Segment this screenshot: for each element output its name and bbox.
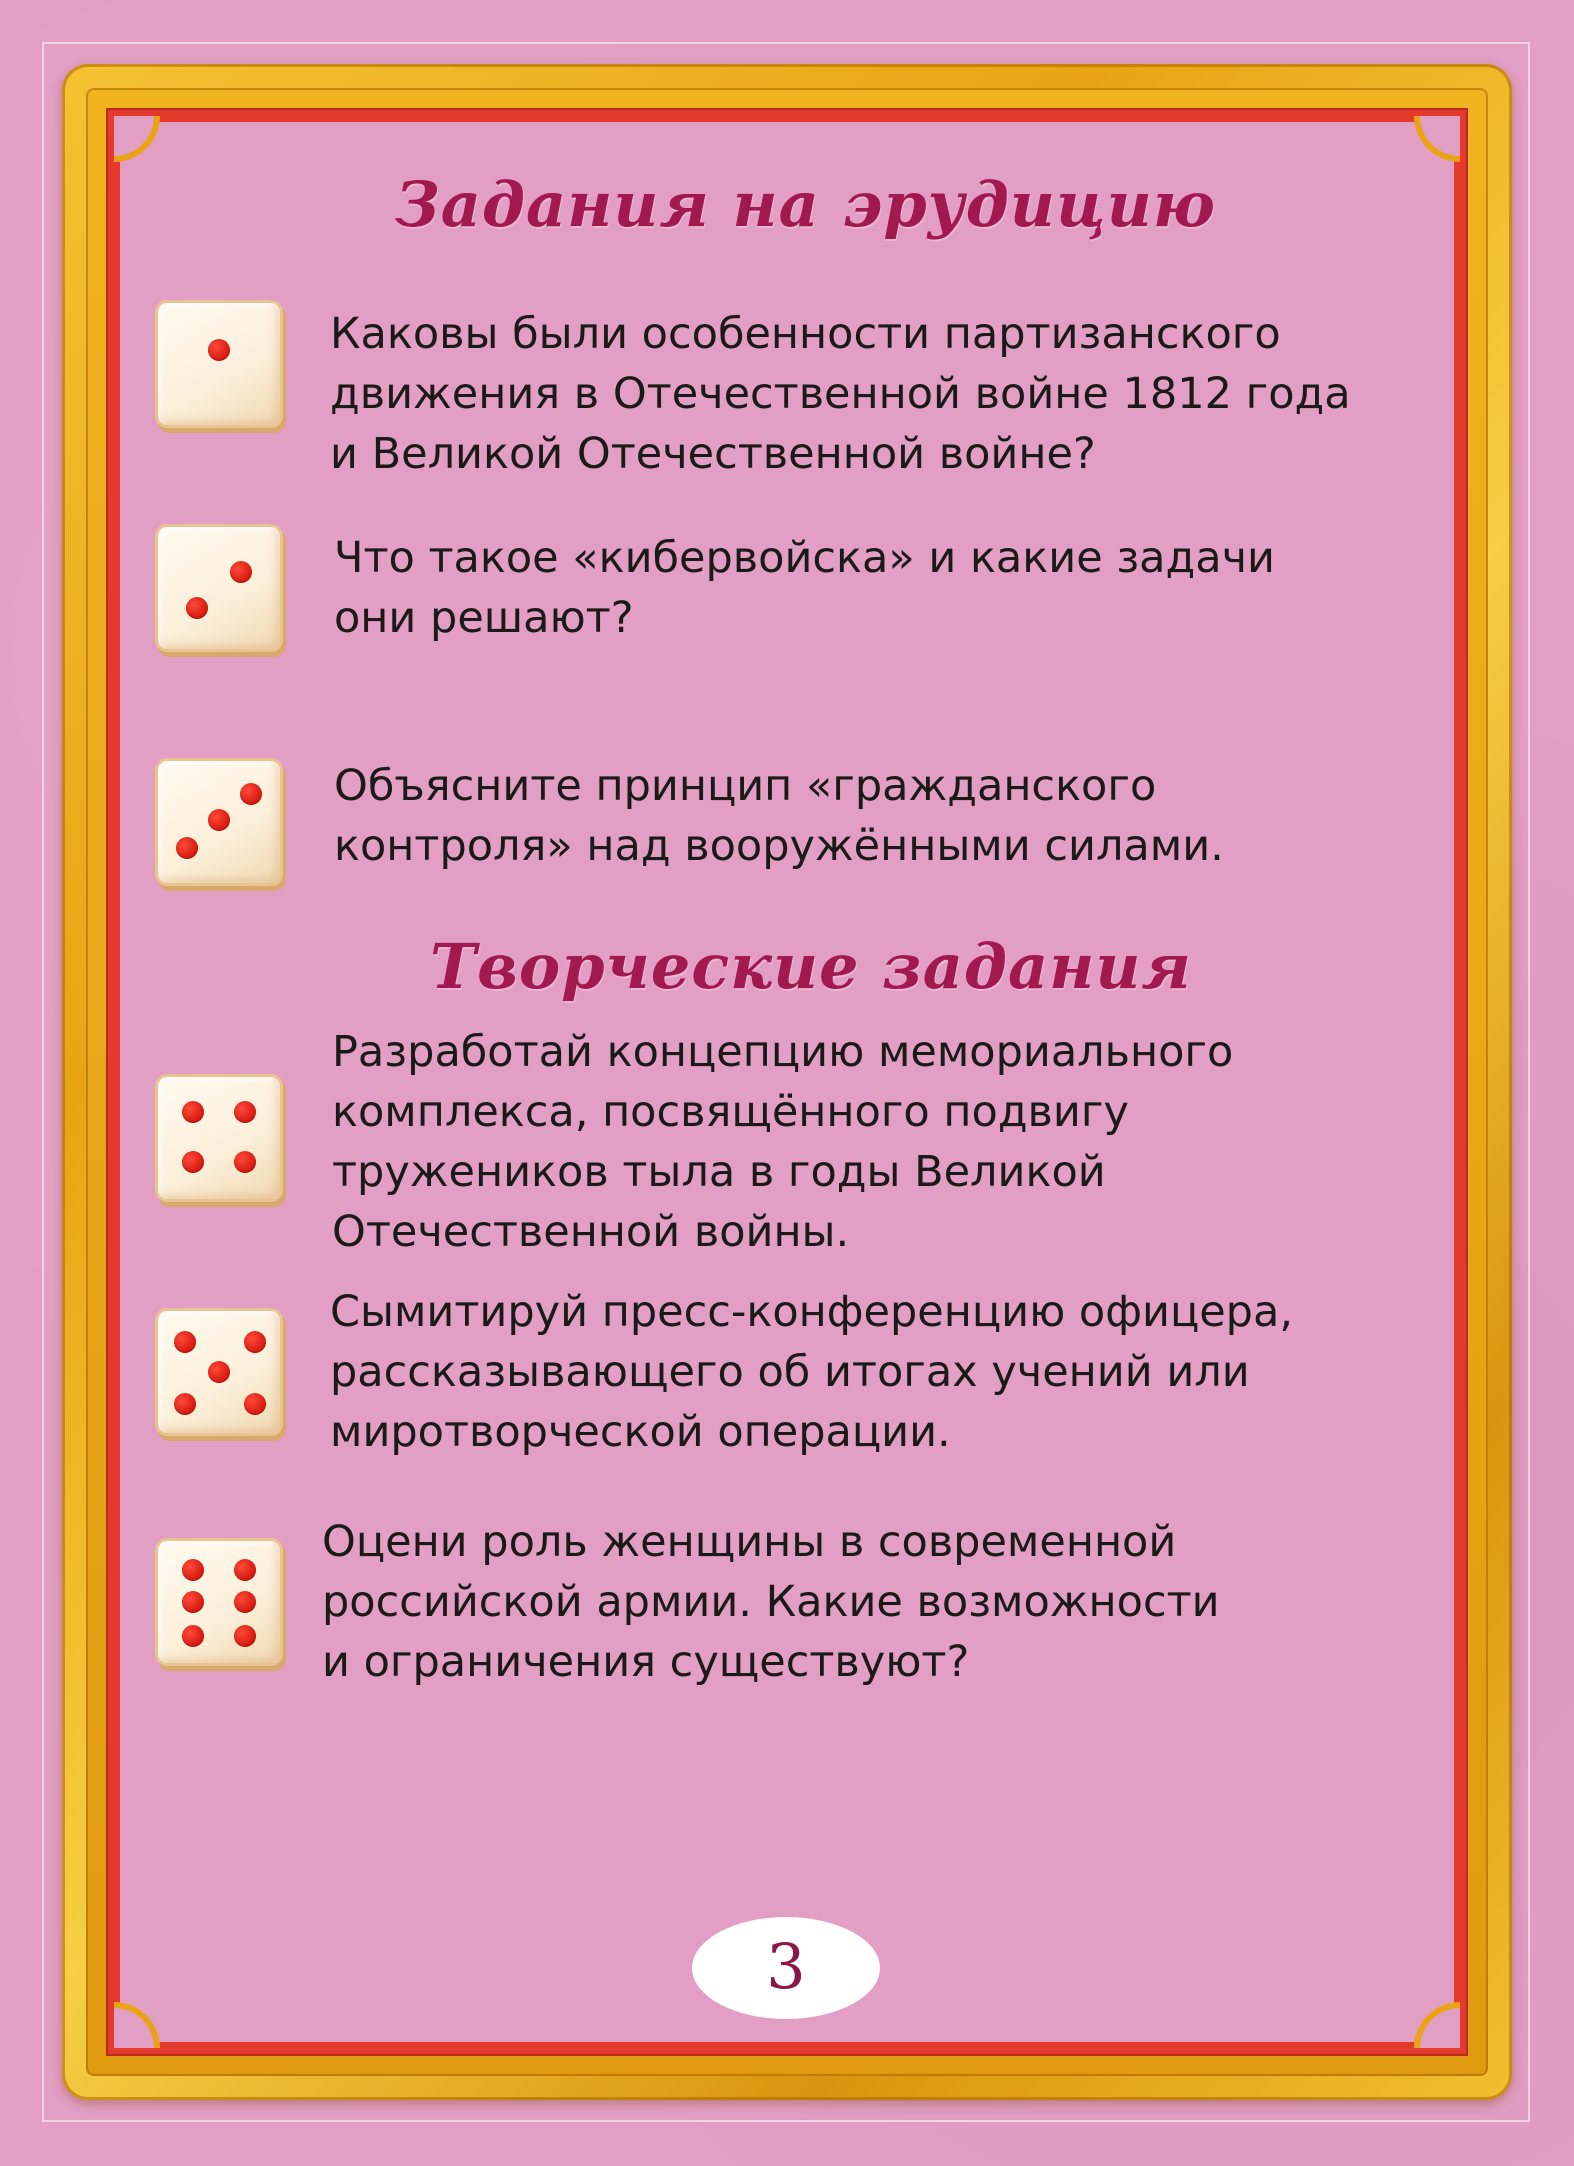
task-line: Разработай концепцию мемориального	[332, 1027, 1234, 1077]
die-face-5-icon	[155, 1308, 283, 1436]
task-line: они решают?	[334, 593, 634, 643]
task-creative-3	[322, 1512, 1220, 1692]
die-pip	[186, 597, 208, 619]
die-pip	[234, 1101, 256, 1123]
die-pip	[234, 1625, 256, 1647]
task-line: Оцени роль женщины в современной	[322, 1517, 1177, 1567]
task-creative-1	[332, 1022, 1233, 1262]
task-creative-2	[330, 1282, 1293, 1462]
task-line: Объясните принцип «гражданского	[334, 761, 1157, 811]
die-pip	[176, 837, 198, 859]
die-face-1-icon	[155, 300, 283, 428]
section-title-creative: Творческие задания	[430, 930, 1192, 1003]
die-pip	[182, 1625, 204, 1647]
task-line: Сымитируй пресс-конференцию офицера,	[330, 1287, 1293, 1337]
task-line: миротворческой операции.	[330, 1407, 951, 1457]
task-line: и Великой Отечественной войне?	[330, 429, 1096, 479]
task-line: и ограничения существуют?	[322, 1637, 970, 1687]
task-line: Отечественной войны.	[332, 1207, 850, 1257]
die-face-4-icon	[155, 1074, 283, 1202]
section-title-erudition: Задания на эрудицию	[395, 168, 1216, 241]
die-pip	[182, 1559, 204, 1581]
die-pip	[244, 1331, 266, 1353]
die-pip	[230, 561, 252, 583]
task-line: комплекса, посвящённого подвигу	[332, 1087, 1129, 1137]
die-pip	[234, 1559, 256, 1581]
die-pip	[240, 783, 262, 805]
task-erudition-2	[334, 528, 1275, 648]
page-number-badge	[692, 1917, 880, 2019]
task-line: Каковы были особенности партизанского	[330, 309, 1281, 359]
task-erudition-1	[330, 304, 1351, 484]
die-pip	[234, 1151, 256, 1173]
die-pip	[208, 339, 230, 361]
die-pip	[174, 1393, 196, 1415]
task-line: российской армии. Какие возможности	[322, 1577, 1220, 1627]
task-line: рассказывающего об итогах учений или	[330, 1347, 1250, 1397]
task-line: движения в Отечественной войне 1812 года	[330, 369, 1351, 419]
task-line: тружеников тыла в годы Великой	[332, 1147, 1106, 1197]
die-pip	[182, 1591, 204, 1613]
task-erudition-3	[334, 756, 1224, 876]
die-face-6-icon	[155, 1538, 283, 1666]
die-pip	[182, 1151, 204, 1173]
die-pip	[182, 1101, 204, 1123]
die-pip	[208, 1361, 230, 1383]
die-pip	[234, 1591, 256, 1613]
die-pip	[244, 1393, 266, 1415]
die-face-2-icon	[155, 524, 283, 652]
task-line: Что такое «кибервойска» и какие задачи	[334, 533, 1275, 583]
die-face-3-icon	[155, 758, 283, 886]
task-line: контроля» над вооружёнными силами.	[334, 821, 1224, 871]
die-pip	[174, 1331, 196, 1353]
die-pip	[208, 809, 230, 831]
page-number: 3	[766, 1930, 806, 2003]
